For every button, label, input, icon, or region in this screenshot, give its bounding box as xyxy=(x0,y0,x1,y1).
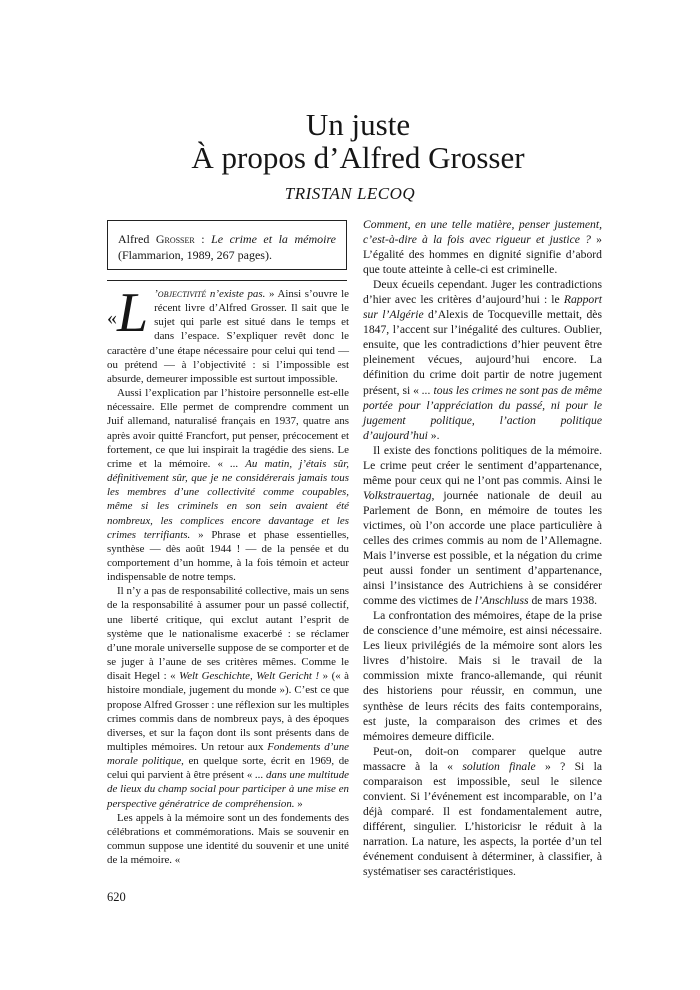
reference-author-last: Grosser xyxy=(155,232,195,246)
paragraph: Comment, en une telle matière, penser justement, c’est-à-dire à la fois avec rigueur et justice ? » L’égalité des hommes en dignité signifie d’abord que toute atteinte à celle-ci est criminelle. xyxy=(363,218,602,277)
paragraph: Il existe des fonctions politiques de la mémoire. Le crime peut créer le sentiment d’appartenance, même pour ceux qui ne l’ont pas commis. Ainsi le Volkstrauertag, journée nationale de deuil au Parlement de Bonn, en mémoire de toutes les victimes, où l’on accorde une place particulière à celles des crimes commis au nom de l’Allemagne. Mais l’inverse est possible, et la négation du crime peut aussi fonder un sentiment d’appartenance, ainsi l’insistance des Autrichiens à se considérer comme des victimes de l’Anschluss de mars 1938. xyxy=(363,443,602,608)
reference-details: (Flammarion, 1989, 267 pages). xyxy=(118,248,272,262)
paragraph: «L ’objectivité n’existe pas. » Ainsi s’ouvre le récent livre d’Alfred Grosser. Il sait que le sujet qui parle est situé dans le temps et dans l’espace. S’expliquer revêt donc le caractère d’une étape nécessaire pour celui qui tend — ou prétend — à l’objectivité : si l’impossible est absurde, demeurer impossible est surtout impossible. xyxy=(107,282,349,385)
paragraph: Peut-on, doit-on comparer quelque autre massacre à la « solution finale » ? Si la comparaison est impossible, seul le silence convient. Si l’événement est incomparable, on l’a déjà comparé. Il est fondamentalement autre, différent, singulier. L’historicisr le réduit à la narration. La nature, les aspects, la portée d’un tel événement conduisent à déterminer, à classifier, à systématiser ses caractéristiques. xyxy=(363,744,603,879)
page-number: 620 xyxy=(107,890,126,904)
paragraph: Aussi l’explication par l’histoire personnelle est-elle nécessaire. Elle permet de comprendre comment un Juif allemand, naturalisé français en 1937, quatre ans après avoir quitté Francfort, put penser, précocement et fortement, ce que lui inspirait la tragédie des siens. Le crime et la mémoire. « ... Au matin, j’étais sûr, définitivement sûr, que je ne considérerais jamais tous les membres d’une collectivité comme coupables, même si les criminels en son sein avaient été nombreux, les complices encore davantage et les crimes terrifiants. » Phrase et phase essentielles, synthèse — dès août 1944 ! — de la pensée et du comportement d’un homme, à la fois témoin et acteur indispensable de notre temps. xyxy=(107,387,349,584)
text-column-left xyxy=(107,282,350,867)
paragraph: Les appels à la mémoire sont un des fondements des célébrations et commémorations. Mais se souvenir en commun suppose une identité du souvenir et une unité de la mémoire. « xyxy=(107,811,349,867)
paragraph: Il n’y a pas de responsabilité collective, mais un sens de la responsabilité à assumer pour un passé collectif, une liberté critique, qui exclut autant l’esprit de système que le nationalisme exacerbé : se réclamer d’une morale universelle suppose de se comporter et de se juger à l’aune de ses critères mêmes. Comme le disait Hegel : « Welt Geschichte, Welt Gericht ! » (« à histoire mondiale, jugement du monde »). C’est ce que propose Alfred Grosser : une réflexion sur les multiples crimes commis dans de nombreux pays, à des époques diverses, et sur la façon dont ils sont présents dans de multiples mémoires. Un retour aux Fondements d’une morale politique, en quelque sorte, écrit en 1969, de celui qui parvient à être présent « ... dans une multitude de lieux du champ social pour participer à une mise en perspective génératrice de compréhension. » xyxy=(107,585,350,810)
paragraph: Deux écueils cependant. Juger les contradictions d’hier avec les critères d’aujourd’hui : le Rapport sur l’Algérie d’Alexis de Tocqueville mettait, dès 1847, l’accent sur l’inégalité des cultures. Oublier, ensuite, que les contradictions d’hier peuvent être pleinement vécues, aujourd’hui encore. La définition du crime doit partir de notre jugement présent, si « ... tous les crimes ne sont pas de même portée pour l’appréciation du passé, ni pour le jugement politique, l’action politique d’aujourd’hui ». xyxy=(363,278,603,442)
article-title-line1: Un juste xyxy=(305,107,411,142)
paragraph: La confrontation des mémoires, étape de la prise de conscience d’une mémoire, est ainsi nécessaire. Les lieux privilégiés de la mémoire sont alors les livres d’histoire. Mais si le travail de la commission mixte franco-allemande, qui réunit des historiens pour réussir, en commun, une synthèse de leurs récits des faits contemporains, est juste, la comparaison des crimes et des mémoires demeure difficile. xyxy=(363,609,602,743)
drop-cap: «L xyxy=(107,282,149,344)
reference-book-title: Le crime et la mémoire xyxy=(211,232,336,246)
article-author: TRISTAN LECOQ xyxy=(284,184,416,203)
article-title-line2: À propos d’Alfred Grosser xyxy=(191,140,525,175)
book-reference-box xyxy=(107,220,347,270)
section-divider xyxy=(107,280,347,281)
text-column-right xyxy=(363,217,602,879)
reference-author-first: Alfred xyxy=(118,232,156,246)
reference-separator: : xyxy=(194,232,212,246)
